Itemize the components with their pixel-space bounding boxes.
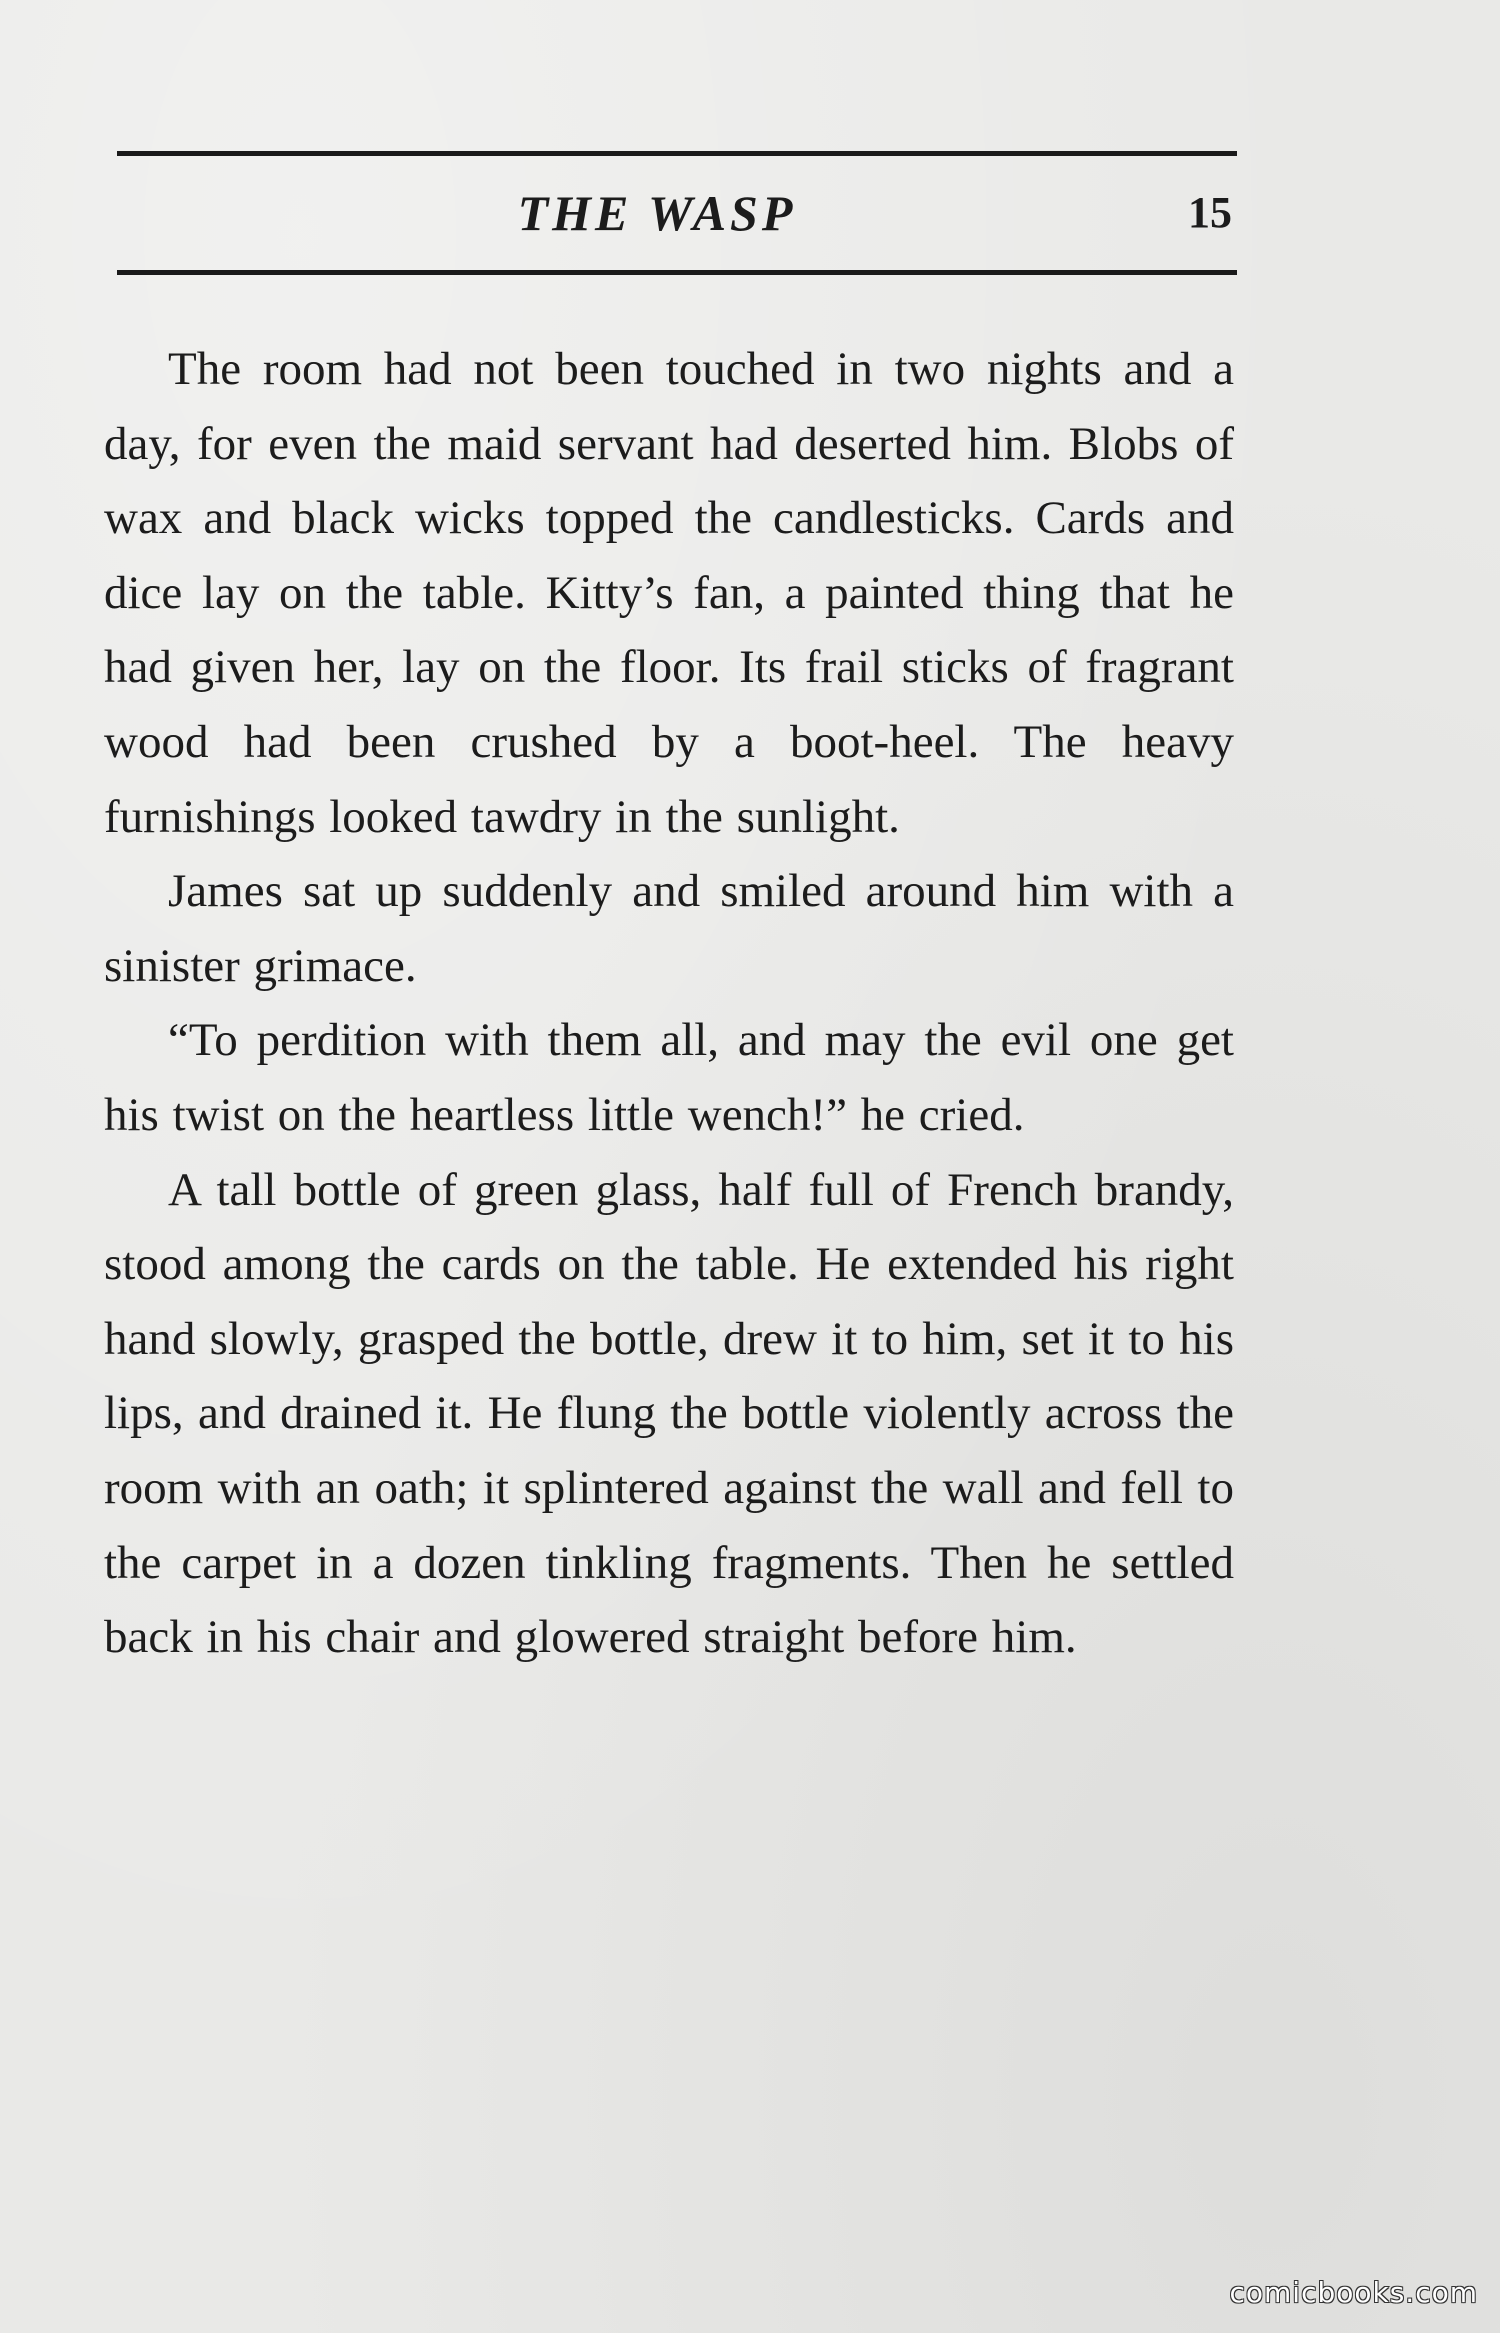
running-head bbox=[117, 178, 1237, 248]
header-top-rule bbox=[117, 151, 1237, 156]
header-bottom-rule bbox=[117, 270, 1237, 275]
running-title: THE WASP bbox=[517, 185, 797, 241]
watermark: comicbooks.com bbox=[1229, 2276, 1478, 2309]
paragraph: James sat up suddenly and smiled around him with a sinister grimace. bbox=[104, 865, 1234, 992]
paragraph: “To perdition with them all, and may the evil one get his twist on the heartless little wench!” he cried. bbox=[104, 1014, 1234, 1141]
body-text bbox=[104, 332, 1234, 1675]
paragraph: The room had not been touched in two nights and a day, for even the maid servant had deserted him. Blobs of wax and black wicks topped the candlesticks. Cards and dice lay on the table. Kitty’s fan, a painted thing that he had given her, lay on the floor. Its frail sticks of fragrant wood had been crushed by a boot-heel. The heavy furnishings looked tawdry in the sunlight. bbox=[104, 343, 1234, 843]
page-number: 15 bbox=[1188, 188, 1232, 237]
paragraph: A tall bottle of green glass, half full of French brandy, stood among the cards on the table. He extended his right hand slowly, grasped the bottle, drew it to him, set it to his lips, and drained it. He flung the bottle violently across the room with an oath; it splintered against the wall and fell to the carpet in a dozen tinkling fragments. Then he settled back in his chair and glowered straight before him. bbox=[104, 1163, 1234, 1664]
